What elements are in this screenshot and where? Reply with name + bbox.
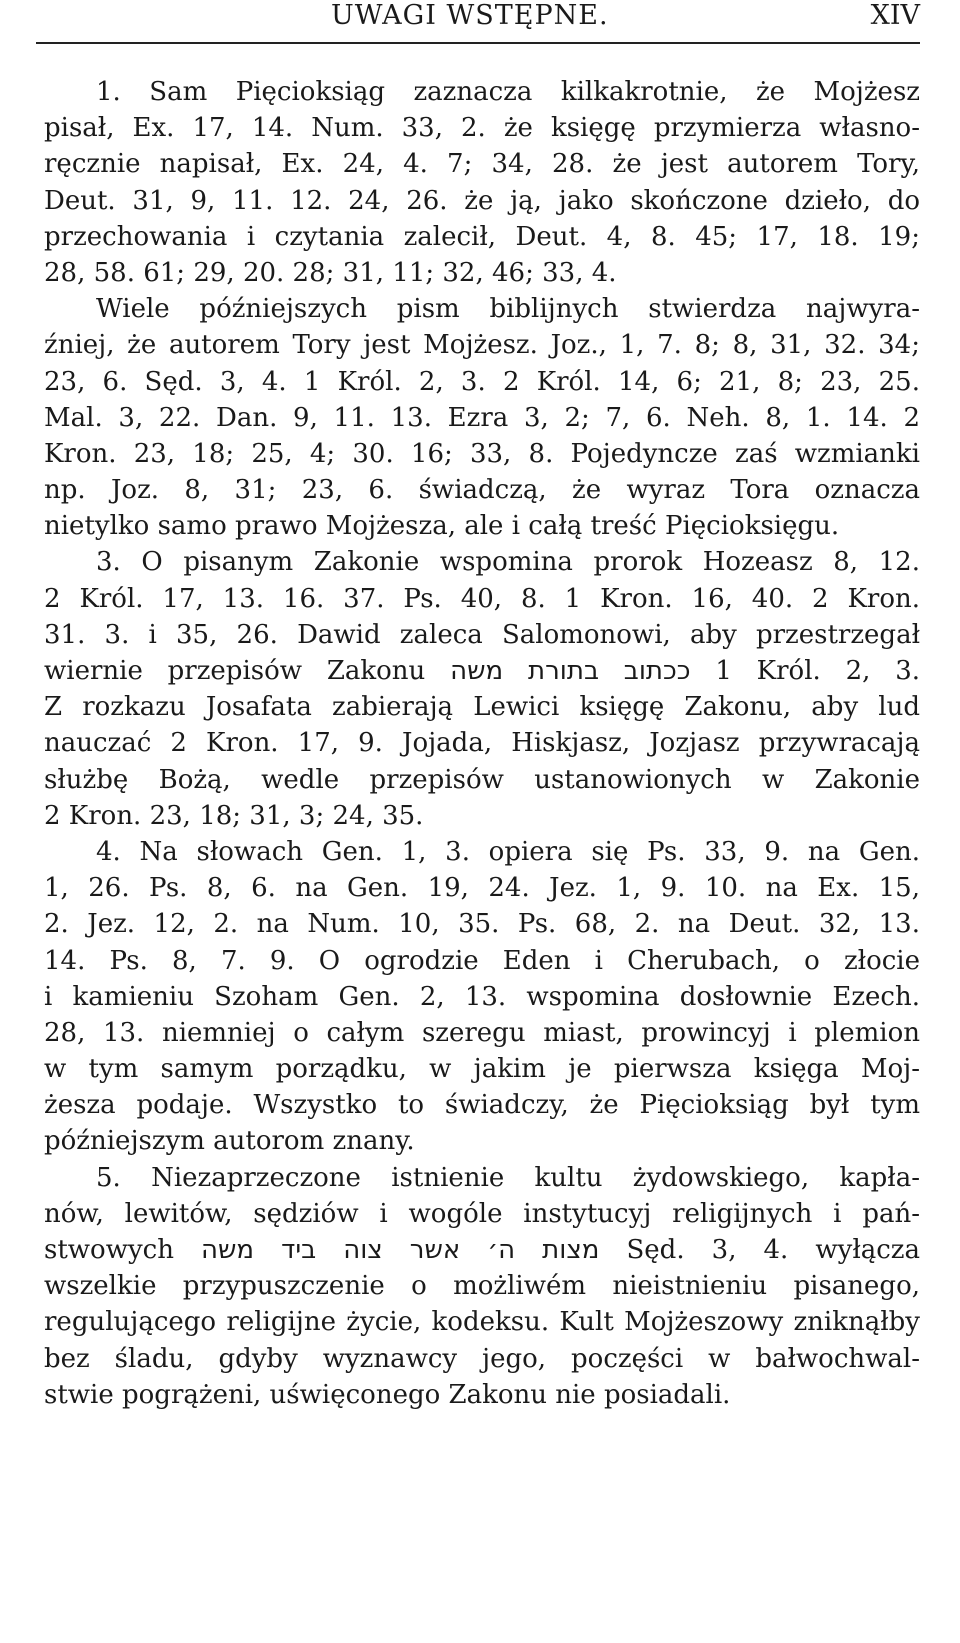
text-line: 23, 6. Sęd. 3, 4. 1 Król. 2, 3. 2 Król. 14, 6; 21, 8; 23, 25. [44,366,920,397]
text-line: Wiele późniejszych pism biblijnych stwierdza najwyra- [96,294,920,325]
header-rule [36,42,920,44]
text-line: w tym samym porządku, w jakim je pierwsza księga Moj- [44,1054,920,1085]
text-line: i kamieniu Szoham Gen. 2, 13. wspomina dosłownie Ezech. [44,981,920,1012]
text-line: Kron. 23, 18; 25, 4; 30. 16; 33, 8. Pojedyncze zaś wzmianki [44,438,920,469]
page-number: XIV [870,0,920,31]
text-line: Mal. 3, 22. Dan. 9, 11. 13. Ezra 3, 2; 7, 6. Neh. 8, 1. 14. 2 [44,402,920,433]
text-line: np. Joz. 8, 31; 23, 6. świadczą, że wyraz Tora oznacza [44,475,920,506]
text-line-part: wiernie przepisów Zakonu [44,656,426,686]
text-line: 3. O pisanym Zakonie wspomina prorok Hozeasz 8, 12. [96,547,920,578]
text-line: Deut. 31, 9, 11. 12. 24, 26. że ją, jako skończone dzieło, do [44,185,920,216]
text-line: wszelkie przypuszczenie o możliwém nieistnieniu pisanego, [44,1271,920,1302]
text-line: 4. Na słowach Gen. 1, 3. opiera się Ps. 33, 9. na Gen. [96,836,920,867]
text-line: źniej, że autorem Tory jest Mojżesz. Joz., 1, 7. 8; 8, 31, 32. 34; [44,330,920,361]
running-title: UWAGI WSTĘPNE. [331,0,609,31]
text-line-part: stwowych [44,1235,174,1265]
text-line: 14. Ps. 8, 7. 9. O ogrodzie Eden i Cherubach, o złocie [44,945,920,976]
text-line: nów, lewitów, sędziów i wogóle instytucyj religijnych i pań- [44,1198,920,1229]
text-line: 1. Sam Pięcioksiąg zaznacza kilkakrotnie, że Mojżesz [96,77,920,107]
text-line: stwie pogrążeni, uświęconego Zakonu nie posiadali. [44,1379,731,1410]
text-line: późniejszym autorom znany. [44,1126,415,1157]
hebrew-quote: מצות ה׳ אשר צוה ביד משה [201,1235,600,1265]
text-line: służbę Bożą, wedle przepisów ustanowionych w Zakonie [44,764,920,795]
text-line: 28, 58. 61; 29, 20. 28; 31, 11; 32, 46; 33, 4. [44,257,617,288]
text-line: Z rozkazu Josafata zabierają Lewici księgę Zakonu, aby lud [44,692,920,723]
text-line: 5. Niezaprzeczone istnienie kultu żydowskiego, kapła- [96,1162,920,1193]
hebrew-quote: ככתוב בתורת משה [450,656,691,686]
text-line: nietylko samo prawo Mojżesza, ale i całą treść Pięcioksięgu. [44,511,840,542]
text-line: przechowania i czytania zalecił, Deut. 4, 8. 45; 17, 18. 19; [44,221,920,252]
text-line: pisał, Ex. 17, 14. Num. 33, 2. że księgę przymierza własno- [44,113,920,144]
text-line: 2 Król. 17, 13. 16. 37. Ps. 40, 8. 1 Kron. 16, 40. 2 Kron. [44,583,920,614]
text-line-with-hebrew [44,1232,920,1268]
text-line-part: 1 Król. 2, 3. [715,656,921,686]
text-line: 1, 26. Ps. 8, 6. na Gen. 19, 24. Jez. 1, 9. 10. na Ex. 15, [44,873,920,904]
text-line: regulującego religijne życie, kodeksu. Kult Mojżeszowy zniknąłby [44,1307,920,1338]
text-line: 2 Kron. 23, 18; 31, 3; 24, 35. [44,800,424,831]
body-text [44,74,920,1413]
text-line: ręcznie napisał, Ex. 24, 4. 7; 34, 28. że jest autorem Tory, [44,149,920,180]
text-line-with-hebrew [44,653,920,689]
page-header [36,0,920,40]
text-line: bez śladu, gdyby wyznawcy jego, poczęści w bałwochwal- [44,1343,920,1374]
text-line: nauczać 2 Kron. 17, 9. Jojada, Hiskjasz, Jozjasz przywracają [44,728,920,759]
text-line: żesza podaje. Wszystko to świadczy, że Pięcioksiąg był tym [44,1090,920,1121]
text-line-part: Sęd. 3, 4. wyłącza [626,1235,921,1265]
text-line: 28, 13. niemniej o całym szeregu miast, prowincyj i plemion [44,1017,920,1048]
text-line: 2. Jez. 12, 2. na Num. 10, 35. Ps. 68, 2. na Deut. 32, 13. [44,909,920,940]
text-line: 31. 3. i 35, 26. Dawid zaleca Salomonowi, aby przestrzegał [44,619,920,650]
